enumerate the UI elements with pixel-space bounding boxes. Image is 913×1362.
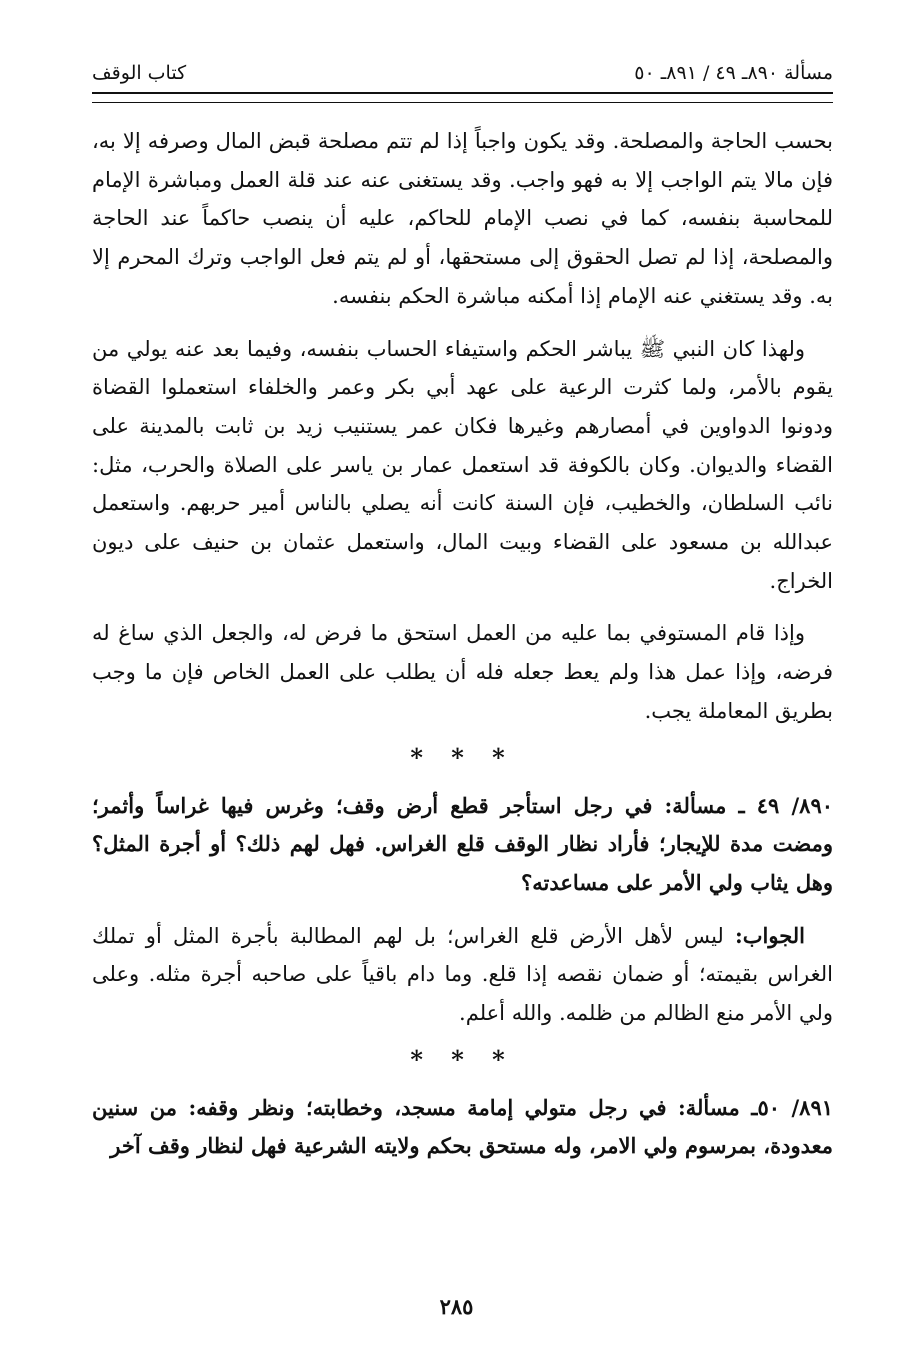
- paragraph-3: وإذا قام المستوفي بما عليه من العمل استحق ما فرض له، والجعل الذي ساغ له فرضه، وإذا عمل هذا ولم يعط جعله فله أن يطلب على العمل الخاص فإن ما وجب بطريق المعاملة يجب.: [92, 621, 833, 723]
- question-890: ٨٩٠/ ٤٩ ـ مسألة: في رجل استأجر قطع أرض وقف؛ وغرس فيها غراساً وأثمر؛ ومضت مدة للإيجار؛ فأراد نظار الوقف قلع الغراس. فهل لهم ذلك؟ أو أجرة المثل؟ وهل يثاب ولي الأمر على مساعدته؟: [92, 792, 834, 895]
- running-header: [92, 58, 833, 88]
- body-text: [92, 122, 833, 1166]
- header-book-title: كتاب الوقف: [92, 62, 187, 84]
- header-issue-reference: مسألة ٨٩٠ـ ٤٩ / ٨٩١ـ ٥٠: [634, 62, 833, 84]
- page-number: ٢٨٥: [439, 1294, 474, 1319]
- answer-890: [92, 917, 833, 1033]
- section-separator-1: * * *: [410, 742, 515, 772]
- question-891: ٨٩١/ ٥٠ـ مسألة: في رجل متولي إمامة مسجد، وخطابته؛ ونظر وقفه: من سنين معدودة، بمرسوم ولي الامر، وله مستحق بحكم ولايته الشرعية فهل لنظار وقف آخر: [92, 1094, 834, 1159]
- header-double-rule: [92, 92, 833, 103]
- paragraph-1: بحسب الحاجة والمصلحة. وقد يكون واجباً إذا لم تتم مصلحة قبض المال وصرفه إلا به، فإن مالا يتم الواجب إلا به فهو واجب. وقد يستغنى عنه عند قلة العمل ومباشرة الإمام للمحاسبة بنفسه، كما في نصب الإمام للحاكم، عليه أن ينصب حاكماً عند الحاجة والمصلحة، إذا لم تصل الحقوق إلى مستحقها، أو لم يتم فعل الواجب وترك المحرم إلا به. وقد يستغني عنه الإمام إذا أمكنه مباشرة الحكم بنفسه.: [92, 129, 833, 308]
- answer-890-text: ليس لأهل الأرض قلع الغراس؛ بل لهم المطالبة بأجرة المثل أو تملك الغراس بقيمته؛ أو ضمان نقصه إذا قلع. وما دام باقياً على صاحبه أجرة مثله. وعلى ولي الأمر منع الظالم من ظلمه. والله أعلم.: [92, 923, 833, 1026]
- section-separator-2: * * *: [410, 1044, 515, 1074]
- paragraph-2: ولهذا كان النبي ﷺ يباشر الحكم واستيفاء الحساب بنفسه، وفيما بعد عنه يولي من يقوم بالأمر، ولما كثرت الرعية على عهد أبي بكر وعمر والخلفاء استعملوا القضاة ودونوا الدواوين في أمصارهم وغيرها فكان عمر يستنيب زيد بن ثابت بالمدينة على القضاء والديوان. وكان بالكوفة قد استعمل عمار بن ياسر على الصلاة والحرب، مثل: نائب السلطان، والخطيب، فإن السنة كانت أنه يصلي بالناس أمير حربهم. واستعمل عبدالله بن مسعود على القضاء وبيت المال، واستعمل عثمان بن حنيف على ديون الخراج.: [92, 336, 833, 593]
- answer-label: الجواب:: [735, 922, 805, 948]
